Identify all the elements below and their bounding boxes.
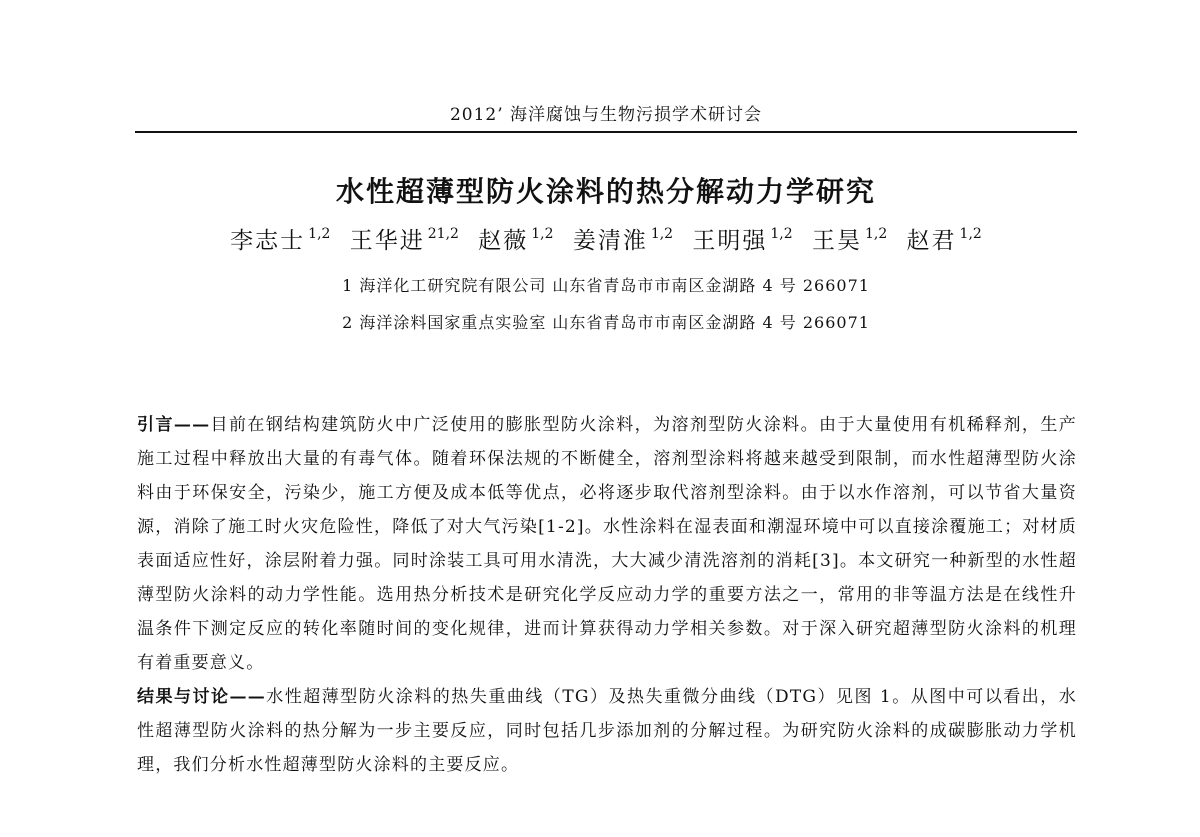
affiliation: 1 海洋化工研究院有限公司 山东省青岛市市南区金湖路 4 号 266071 — [342, 276, 870, 295]
author-affiliation-marker: 1,2 — [308, 226, 331, 242]
introduction-paragraph — [137, 408, 1077, 680]
running-header: 2012’ 海洋腐蚀与生物污损学术研讨会 — [449, 105, 763, 125]
author — [230, 228, 330, 254]
body-text — [137, 408, 1077, 782]
author-affiliation-marker: 1,2 — [864, 226, 888, 242]
author-name: 王华进 — [349, 228, 425, 254]
results-paragraph — [137, 680, 1077, 782]
affiliation: 2 海洋涂料国家重点实验室 山东省青岛市市南区金湖路 4 号 266071 — [342, 313, 870, 332]
author-name: 赵薇 — [478, 228, 529, 254]
results-heading: 结果与讨论—— — [137, 687, 266, 707]
author-list — [135, 222, 1077, 255]
author — [478, 228, 553, 254]
header-rule — [135, 131, 1077, 133]
author-name: 李志士 — [230, 228, 306, 254]
author — [692, 228, 792, 254]
author-name: 王明强 — [692, 228, 768, 254]
author — [573, 228, 673, 254]
author — [350, 228, 459, 254]
affiliation-list — [135, 272, 1077, 346]
results-text: 水性超薄型防火涂料的热失重曲线（TG）及热失重微分曲线（DTG）见图 1。从图中可以看出，水性超薄型防火涂料的热分解为一步主要反应，同时包括几步添加剂的分解过程。为研究防火涂料的成碳膨胀动力学机理，我们分析水性超薄型防火涂料的主要反应。 — [137, 687, 1077, 775]
introduction-heading: 引言—— — [137, 415, 211, 435]
paper-title: 水性超薄型防火涂料的热分解动力学研究 — [335, 175, 876, 208]
author-name: 王昊 — [811, 228, 862, 254]
author-name: 姜清淮 — [572, 228, 648, 254]
author-affiliation-marker: 1,2 — [531, 226, 554, 242]
author-affiliation-marker: 21,2 — [427, 226, 459, 242]
author-affiliation-marker: 1,2 — [770, 226, 793, 242]
author-name: 赵君 — [906, 228, 957, 254]
author — [907, 228, 982, 254]
introduction-text: 目前在钢结构建筑防火中广泛使用的膨胀型防火涂料，为溶剂型防火涂料。由于大量使用有机稀释剂，生产施工过程中释放出大量的有毒气体。随着环保法规的不断健全，溶剂型涂料将越来越受到限制，而水性超薄型防火涂料由于环保安全，污染少，施工方便及成本低等优点，必将逐步取代溶剂型涂料。由于以水作溶剂，可以节省大量资源，消除了施工时火灾危险性，降低了对大气污染[1-2]。水性涂料在湿表面和潮湿环境中可以直接涂覆施工；对材质表面适应性好，涂层附着力强。同时涂装工具可用水清洗，大大减少清洗溶剂的消耗[3]。本文研究一种新型的水性超薄型防火涂料的动力学性能。选用热分析技术是研究化学反应动力学的重要方法之一，常用的非等温方法是在线性升温条件下测定反应的转化率随时间的变化规律，进而计算获得动力学相关参数。对于深入研究超薄型防火涂料的机理有着重要意义。 — [137, 415, 1077, 673]
author-affiliation-marker: 1,2 — [959, 226, 982, 242]
author-affiliation-marker: 1,2 — [650, 226, 674, 242]
author — [812, 228, 887, 254]
